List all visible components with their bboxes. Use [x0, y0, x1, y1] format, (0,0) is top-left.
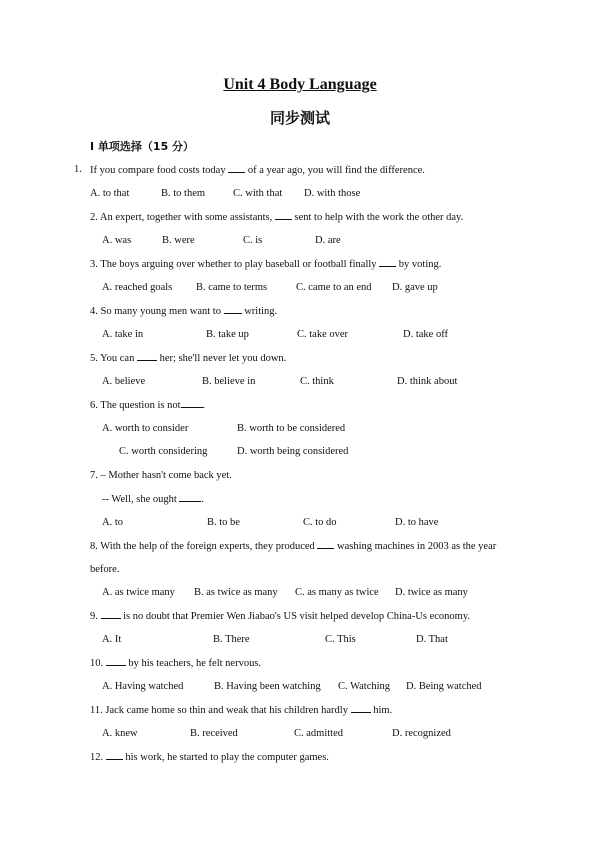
- q7-option-b: B. to be: [207, 517, 240, 528]
- answer-blank: [106, 750, 123, 760]
- q8-option-a: A. as twice many: [102, 587, 175, 598]
- q1-option-c: C. with that: [233, 188, 283, 199]
- q2-option-b: B. were: [162, 235, 195, 246]
- question-1-number: 1.: [74, 164, 82, 175]
- q10-option-b: B. Having been watching: [214, 681, 321, 692]
- q6-option-b: B. worth to be considered: [237, 423, 346, 434]
- question-8: 8. With the help of the foreign experts, they produced washing machines in 2003 as the year: [90, 541, 497, 552]
- q8-option-b: B. as twice as many: [194, 587, 278, 598]
- q4-option-c: C. take over: [297, 329, 349, 340]
- q10-option-a: A. Having watched: [102, 681, 184, 692]
- q1-option-d: D. with those: [304, 188, 361, 199]
- q3-option-d: D. gave up: [392, 282, 438, 293]
- q5-option-d: D. think about: [397, 376, 458, 387]
- answer-blank: [379, 257, 396, 267]
- answer-blank: [351, 703, 371, 713]
- question-1: If you compare food costs today of a year ago, you will find the difference.: [90, 165, 425, 176]
- question-2: 2. An expert, together with some assistants, sent to help with the work the other day.: [90, 212, 464, 223]
- question-8-continuation: before.: [90, 564, 120, 575]
- question-4: 4. So many young men want to writing.: [90, 306, 278, 317]
- question-11: 11. Jack came home so thin and weak that his children hardly him.: [90, 705, 393, 716]
- q6-option-a: A. worth to consider: [102, 423, 189, 434]
- q8-option-d: D. twice as many: [395, 587, 468, 598]
- answer-blank: [228, 163, 245, 173]
- question-5: 5. You can her; she'll never let you down.: [90, 353, 287, 364]
- q10-option-d: D. Being watched: [406, 681, 482, 692]
- q3-option-c: C. came to an end: [296, 282, 372, 293]
- q11-option-a: A. knew: [102, 728, 138, 739]
- q7-option-d: D. to have: [395, 517, 439, 528]
- answer-blank: [224, 304, 242, 314]
- q9-option-d: D. That: [416, 634, 448, 645]
- q5-option-a: A. believe: [102, 376, 146, 387]
- question-7-line-1: 7. – Mother hasn't come back yet.: [90, 470, 232, 481]
- q3-option-b: B. came to terms: [196, 282, 268, 293]
- document-subtitle: 同步测试: [269, 109, 330, 127]
- answer-blank: [137, 351, 157, 361]
- q9-option-a: A. It: [102, 634, 122, 645]
- q7-option-c: C. to do: [303, 517, 337, 528]
- q1-option-a: A. to that: [90, 188, 130, 199]
- q2-option-a: A. was: [102, 235, 132, 246]
- question-3: 3. The boys arguing over whether to play baseball or football finally by voting.: [90, 259, 442, 270]
- q6-option-d: D. worth being considered: [237, 446, 349, 457]
- q2-option-d: D. are: [315, 235, 341, 246]
- answer-blank: [317, 539, 334, 549]
- answer-blank: [101, 609, 121, 619]
- answer-blank: [275, 210, 292, 220]
- q4-option-a: A. take in: [102, 329, 144, 340]
- q10-option-c: C. Watching: [338, 681, 391, 692]
- q4-option-d: D. take off: [403, 329, 448, 340]
- question-12: 12. his work, he started to play the computer games.: [90, 752, 329, 763]
- q6-option-c: C. worth considering: [119, 446, 208, 457]
- q11-option-d: D. recognized: [392, 728, 451, 739]
- section-heading: I 单项选择（15 分）: [90, 140, 195, 153]
- q11-option-c: C. admitted: [294, 728, 343, 739]
- q5-option-b: B. believe in: [202, 376, 256, 387]
- q1-option-b: B. to them: [161, 188, 206, 199]
- document-title: Unit 4 Body Language: [223, 76, 377, 93]
- question-6: 6. The question is not .: [90, 400, 206, 411]
- q3-option-a: A. reached goals: [102, 282, 173, 293]
- q11-option-b: B. received: [190, 728, 238, 739]
- q2-option-c: C. is: [243, 235, 263, 246]
- q9-option-c: C. This: [325, 634, 356, 645]
- q4-option-b: B. take up: [206, 329, 249, 340]
- answer-blank: [179, 492, 201, 502]
- question-7-line-2: -- Well, she ought .: [102, 494, 205, 505]
- q7-option-a: A. to: [102, 517, 123, 528]
- answer-blank: [181, 398, 203, 408]
- q5-option-c: C. think: [300, 376, 334, 387]
- q8-option-c: C. as many as twice: [295, 587, 379, 598]
- question-9: 9. is no doubt that Premier Wen Jiabao's US visit helped develop China-Us economy.: [90, 611, 471, 622]
- answer-blank: [106, 656, 126, 666]
- q9-option-b: B. There: [213, 634, 250, 645]
- question-10: 10. by his teachers, he felt nervous.: [90, 658, 262, 669]
